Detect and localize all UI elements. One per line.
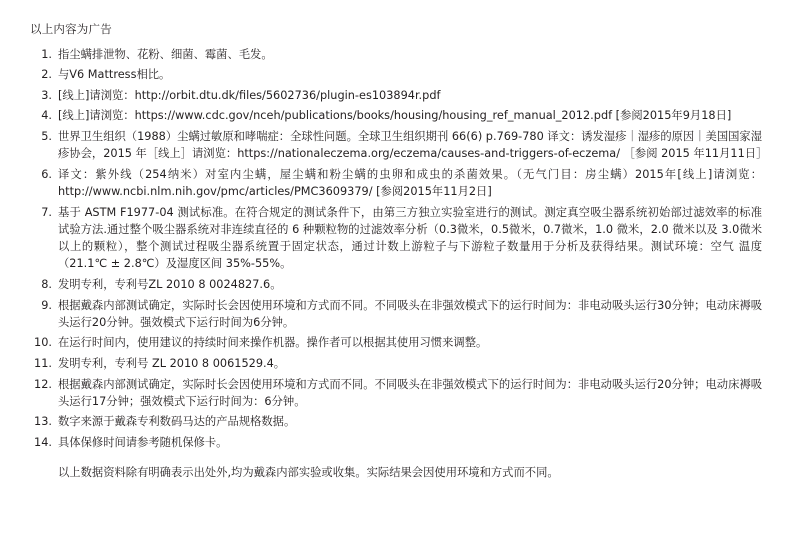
list-item-text: 译文：紫外线（254纳米）对室内尘螨，屋尘螨和粉尘螨的虫卵和成虫的杀菌效果。（无气门目：房尘螨）2015年[线上]请浏览：http://www.ncbi.nlm.nih.gov/pmc/articles/PMC3609379/ [参阅2015年11月2日] [58, 167, 762, 199]
list-item-text: [线上]请浏览：https://www.cdc.gov/nceh/publications/books/housing/housing_ref_manual_2012.pdf [参阅2015年9月18日] [58, 109, 732, 123]
list-item-number: 11. [34, 357, 52, 371]
list-item [30, 128, 768, 162]
list-item [30, 204, 762, 273]
list-item-number: 12. [34, 377, 52, 391]
list-item-number: 14. [34, 436, 52, 450]
list-item-text: 指尘螨排泄物、花粉、细菌、霉菌、毛发。 [58, 47, 273, 61]
list-item [30, 334, 762, 351]
list-item-text: 基于 ASTM F1977-04 测试标准。在符合规定的测试条件下，由第三方独立实验室进行的测试。测定真空吸尘器系统初始部过滤效率的标准试验方法.通过整个吸尘器系统对非连续直径的 6 种颗粒物的过滤效率分析（0.3微米，0.5微米，0.7微米，1.0 微米，2.0 微米以及 3.0微米以上的颗粒），整个测试过程吸尘器系统置于固定状态，通过计数上游粒子与下游粒子数量用于分析及获得结果。测试环境：空气 温度（21.1℃ ± 2.8℃）及湿度区间 35%-55%。 [58, 205, 762, 271]
list-item [30, 376, 762, 410]
list-item-number: 8. [41, 277, 52, 291]
list-item [30, 87, 762, 104]
list-item-number: 1. [41, 47, 52, 61]
list-item-number: 3. [41, 88, 52, 102]
footnote-list [30, 46, 768, 452]
list-item [30, 107, 762, 124]
list-item-number: 13. [34, 415, 52, 429]
list-item-number: 7. [41, 205, 52, 219]
list-item-number: 4. [41, 109, 52, 123]
list-item [30, 276, 762, 293]
list-item-text: [线上]请浏览：http://orbit.dtu.dk/files/5602736/plugin-es103894r.pdf [58, 88, 441, 102]
list-item-number: 9. [41, 298, 52, 312]
list-item-text: 发明专利，专利号 ZL 2010 8 0061529.4。 [58, 357, 286, 371]
list-item-text: 与V6 Mattress相比。 [58, 68, 171, 82]
list-item-text: 世界卫生组织（1988）尘螨过敏原和哮喘症：全球性问题。全球卫生组织期刊 66(6) p.769-780 译文：诱发湿疹｜湿疹的原因｜美国国家湿疹协会，2015 年［线上］请浏览：https://nationaleczema.org/eczema/causes-and-triggers-of-eczema/ ［参阅 2015 年11月11日］ [58, 130, 768, 161]
list-item-text: 根据戴森内部测试确定，实际时长会因使用环境和方式而不同。不同吸头在非强效模式下的运行时间为：非电动吸头运行20分钟；电动床褥吸头运行17分钟；强效模式下运行时间为：6分钟。 [58, 377, 762, 408]
list-item [30, 46, 762, 63]
list-item [30, 166, 762, 200]
list-item-number: 6. [41, 167, 52, 181]
list-item-number: 5. [41, 130, 52, 144]
page-title: 以上内容为广告 [30, 22, 112, 36]
list-item-number: 10. [34, 336, 52, 350]
list-item-number: 2. [41, 68, 52, 82]
list-item [30, 434, 762, 451]
list-item [30, 297, 762, 331]
list-item [30, 355, 762, 372]
list-item [30, 413, 762, 430]
list-item-text: 根据戴森内部测试确定，实际时长会因使用环境和方式而不同。不同吸头在非强效模式下的运行时间为：非电动吸头运行30分钟；电动床褥吸头运行20分钟。强效模式下运行时间为6分钟。 [58, 298, 762, 329]
list-item-text: 具体保修时间请参考随机保修卡。 [58, 436, 228, 450]
list-item-text: 在运行时间内，使用建议的持续时间来操作机器。操作者可以根据其使用习惯来调整。 [58, 336, 488, 350]
footer-note: 以上数据资料除有明确表示出处外,均为戴森内部实验或收集。实际结果会因使用环境和方式而不同。 [58, 466, 559, 480]
list-item-text: 数字来源于戴森专利数码马达的产品规格数据。 [58, 415, 296, 429]
list-item-text: 发明专利，专利号ZL 2010 8 0024827.6。 [58, 277, 282, 291]
list-item [30, 66, 762, 83]
